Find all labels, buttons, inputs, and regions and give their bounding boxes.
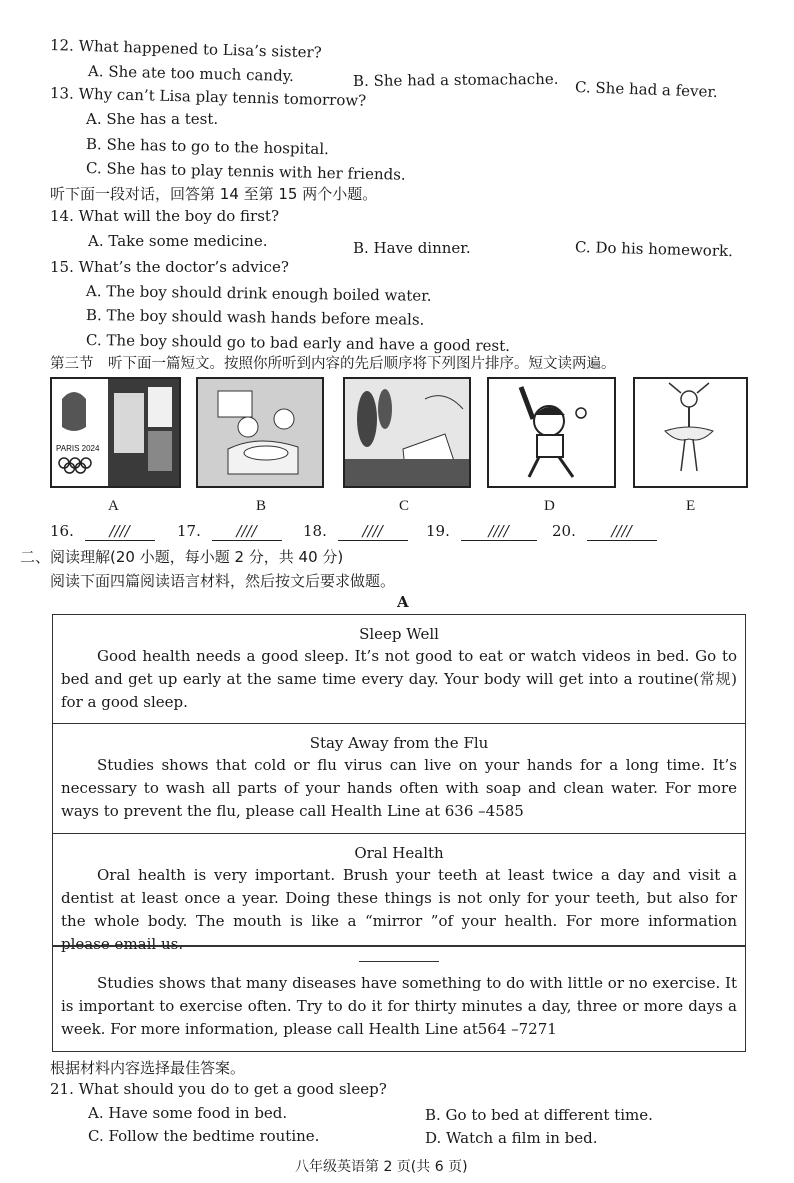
notice-title: Oral Health <box>354 844 444 862</box>
question-15-option-b: B. The boy should wash hands before meals. <box>85 306 425 329</box>
picture-c <box>343 377 471 488</box>
page-footer: 八年级英语第 2 页(共 6 页) <box>295 1159 468 1175</box>
family-meal-icon <box>198 379 322 486</box>
question-14-option-a: A. Take some medicine. <box>88 232 268 250</box>
ballet-dancer-icon <box>635 379 746 486</box>
answer-number: 19. <box>426 522 450 540</box>
picture-label-c: C <box>399 498 410 514</box>
park-scene-icon <box>345 379 469 486</box>
question-13-option-a: A. She has a test. <box>86 110 219 128</box>
question-12-option-c: C. She had a fever. <box>574 78 719 101</box>
passage-label: A <box>397 593 409 611</box>
baseball-boy-icon <box>489 379 614 486</box>
notice-text: Good health needs a good sleep. It’s not good to eat or watch videos in bed. Go to bed and get up early at the same time every day. Your body will get into a routine(常规) for a good sleep. <box>61 647 737 711</box>
olympic-rings-icon <box>52 379 179 486</box>
answer-number: 20. <box>552 522 576 540</box>
picture-b <box>196 377 324 488</box>
question-21-option-b: B. Go to bed at different time. <box>425 1106 653 1124</box>
question-14-option-b: B. Have dinner. <box>353 239 471 257</box>
picture-label-d: D <box>544 498 555 514</box>
question-15-option-c: C. The boy should go to bad early and have a good rest. <box>85 331 511 355</box>
question-13-option-b: B. She has to go to the hospital. <box>85 135 330 159</box>
question-15-stem: 15. What’s the doctor’s advice? <box>50 258 289 276</box>
answer-blank-20[interactable] <box>552 522 657 541</box>
notice-text: Studies shows that cold or flu virus can live on your hands for a long time. It’s necessary to wash all parts of your hands often with soap and clean water. For more ways to prevent the flu, please call Health Line at 636 –4585 <box>61 756 737 820</box>
picture-label-a: A <box>108 498 119 514</box>
notice-text: Studies shows that many diseases have something to do with little or no exercise. It is important to exercise often. Try to do it for thirty minutes a day, three or more days a week. For more information, please call Health Line at564 –7271 <box>61 974 737 1038</box>
answer-mark: //// <box>461 522 537 541</box>
question-21-option-c: C. Follow the bedtime routine. <box>88 1127 320 1145</box>
reading-instruction: 阅读下面四篇阅读语言材料，然后按文后要求做题。 <box>50 572 396 590</box>
question-21-option-d: D. Watch a film in bed. <box>425 1129 598 1147</box>
answer-blank-16[interactable] <box>50 522 155 541</box>
choose-instruction: 根据材料内容选择最佳答案。 <box>50 1059 246 1077</box>
notice-title: Sleep Well <box>359 625 439 643</box>
picture-label-e: E <box>686 498 696 514</box>
missing-title-blank <box>359 961 439 962</box>
question-13-option-c: C. She has to play tennis with her friends. <box>85 159 406 184</box>
notice-title: Stay Away from the Flu <box>309 734 489 752</box>
question-21-stem: 21. What should you do to get a good sleep? <box>50 1080 387 1098</box>
question-12-option-a: A. She ate too much candy. <box>87 62 295 86</box>
paris-2024-caption: PARIS 2024 <box>56 444 100 453</box>
notice-box-exercise <box>52 946 746 1052</box>
answer-blank-18[interactable] <box>303 522 408 541</box>
listening-instruction-14-15: 听下面一段对话，回答第 14 至第 15 两个小题。 <box>50 185 378 203</box>
question-13-stem: 13. Why can’t Lisa play tennis tomorrow? <box>49 84 367 110</box>
answer-number: 16. <box>50 522 74 540</box>
answer-number: 17. <box>177 522 201 540</box>
answer-number: 18. <box>303 522 327 540</box>
question-21-option-a: A. Have some food in bed. <box>88 1104 288 1122</box>
section-3-heading: 第三节 听下面一篇短文。按照你所听到内容的先后顺序将下列图片排序。短文读两遍。 <box>50 356 616 372</box>
notice-box-flu <box>52 724 746 834</box>
notice-box-oral-health <box>52 834 746 953</box>
picture-e <box>633 377 748 488</box>
picture-d <box>487 377 616 488</box>
answer-blank-17[interactable] <box>177 522 282 541</box>
question-12-option-b: B. She had a stomachache. <box>352 69 559 90</box>
notice-box-sleep-well <box>52 614 746 724</box>
question-12-stem: 12. What happened to Lisa’s sister? <box>49 36 322 62</box>
answer-blank-19[interactable] <box>426 522 537 541</box>
answer-mark: //// <box>587 522 657 541</box>
picture-a <box>50 377 181 488</box>
question-14-option-c: C. Do his homework. <box>574 238 734 261</box>
reading-section-title: 二、阅读理解(20 小题，每小题 2 分，共 40 分) <box>20 548 344 566</box>
question-14-stem: 14. What will the boy do first? <box>50 207 279 225</box>
answer-mark: //// <box>212 522 282 541</box>
picture-label-b: B <box>256 498 267 514</box>
answer-mark: //// <box>338 522 408 541</box>
notice-text: Oral health is very important. Brush your teeth at least twice a day and visit a dentist at least once a year. Doing these things is not only for your teeth, but also for the whole body. The mouth is like a “mirror ”of your health. For more information please email us. <box>61 866 737 953</box>
question-15-option-a: A. The boy should drink enough boiled water. <box>85 282 432 305</box>
answer-mark: //// <box>85 522 155 541</box>
